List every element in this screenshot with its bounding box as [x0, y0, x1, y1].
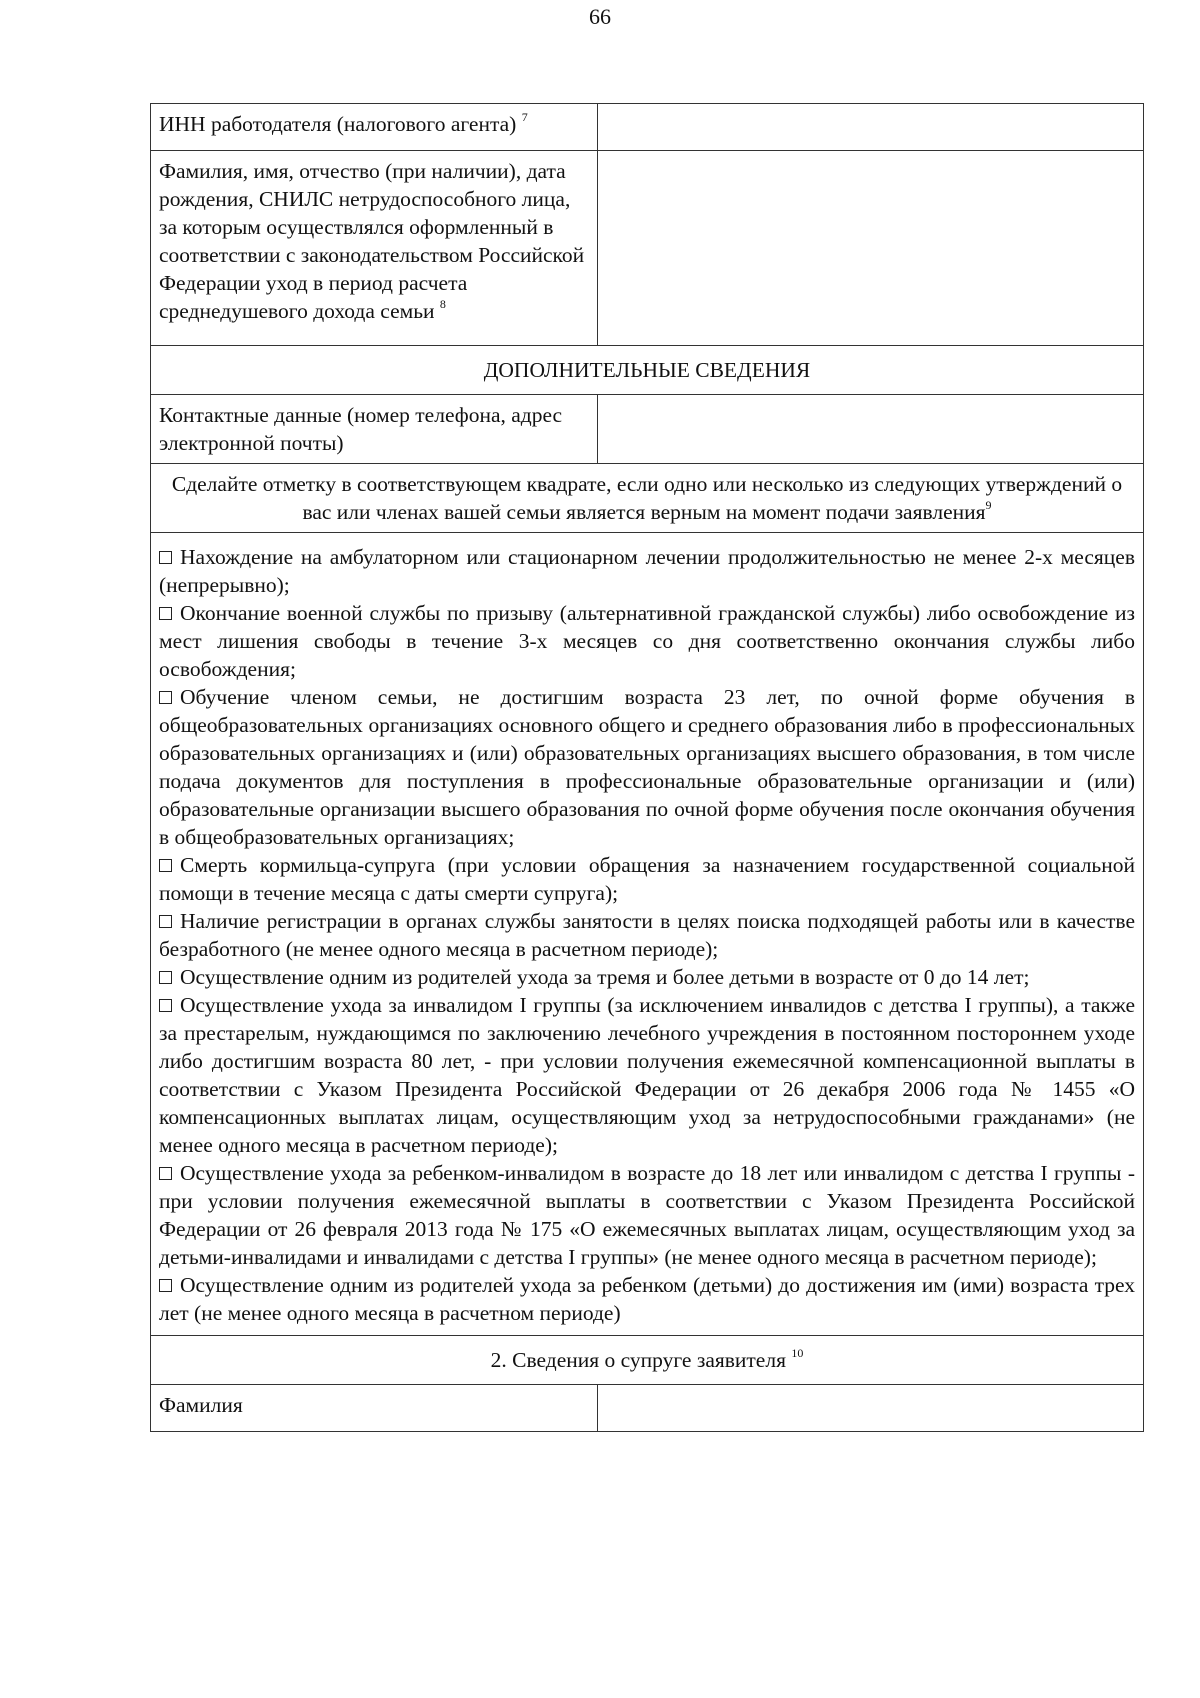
- inn-row: [151, 104, 1144, 151]
- footnote-ref-8: 8: [439, 297, 446, 311]
- footnote-ref-7: 7: [521, 110, 528, 124]
- option-item: [159, 851, 1135, 907]
- checkbox[interactable]: [159, 1279, 172, 1292]
- disabled-care-label: Фамилия, имя, отчество (при наличии), дата рождения, СНИЛС нетрудоспособного лица, за которым осуществлялся оформленный в соответствии с законодательством Российской Федерации уход в период расчета среднедушевого дохода семьи: [159, 159, 585, 323]
- disabled-care-row: [151, 151, 1144, 346]
- option-text: Смерть кормильца-супруга (при условии обращения за назначением государственной социальной помощи в течение месяца с даты смерти супруга);: [159, 853, 1135, 905]
- inn-field[interactable]: [598, 104, 1144, 151]
- instruction-row: [151, 464, 1144, 533]
- option-item: [159, 1159, 1135, 1271]
- inn-label-cell: [151, 104, 598, 151]
- checkbox[interactable]: [159, 607, 172, 620]
- checkbox[interactable]: [159, 551, 172, 564]
- disabled-care-label-cell: [151, 151, 598, 346]
- contacts-field[interactable]: [598, 395, 1144, 464]
- option-text: Окончание военной службы по призыву (альтернативной гражданской службы) либо освобождение из мест лишения свободы в течение 3-х месяцев со дня соответственно окончания службы либо освобождения;: [159, 601, 1135, 681]
- option-item: [159, 907, 1135, 963]
- options-cell: [151, 533, 1144, 1336]
- application-form-table: [150, 103, 1144, 1432]
- option-text: Осуществление ухода за инвалидом I группы (за исключением инвалидов с детства I группы), а также за престарелым, нуждающимся по заключению лечебного учреждения в постоянном постороннем уходе либо достигшим возраста 80 лет, - при условии получения ежемесячной компенсационной выплаты в соответствии с Указом Президента Российской Федерации от 26 декабря 2006 года № 1455 «О компенсационных выплатах лицам, осуществляющим уход за нетрудоспособными гражданами» (не менее одного месяца в расчетном периоде);: [159, 993, 1135, 1157]
- checkbox[interactable]: [159, 915, 172, 928]
- option-item: [159, 963, 1135, 991]
- additional-info-header: ДОПОЛНИТЕЛЬНЫЕ СВЕДЕНИЯ: [151, 346, 1144, 395]
- option-item: [159, 991, 1135, 1159]
- contacts-label: Контактные данные (номер телефона, адрес электронной почты): [151, 395, 598, 464]
- surname-field[interactable]: [598, 1385, 1144, 1432]
- checkbox[interactable]: [159, 971, 172, 984]
- page-number: 66: [589, 4, 611, 29]
- additional-info-header-row: [151, 346, 1144, 395]
- checkbox[interactable]: [159, 691, 172, 704]
- option-item: [159, 1271, 1135, 1327]
- option-item: [159, 599, 1135, 683]
- footnote-ref-10: 10: [791, 1346, 804, 1360]
- option-text: Осуществление одним из родителей ухода за тремя и более детьми в возрасте от 0 до 14 лет;: [180, 965, 1030, 989]
- disabled-care-field[interactable]: [598, 151, 1144, 346]
- checkbox[interactable]: [159, 859, 172, 872]
- option-text: Наличие регистрации в органах службы занятости в целях поиска подходящей работы или в качестве безработного (не менее одного месяца в расчетном периоде);: [159, 909, 1135, 961]
- contacts-row: [151, 395, 1144, 464]
- spouse-header-cell: [151, 1336, 1144, 1385]
- instruction-cell: [151, 464, 1144, 533]
- footnote-ref-9: 9: [985, 498, 992, 512]
- spouse-header-row: [151, 1336, 1144, 1385]
- checkbox[interactable]: [159, 1167, 172, 1180]
- option-item: [159, 683, 1135, 851]
- instruction-text: Сделайте отметку в соответствующем квадрате, если одно или несколько из следующих утверждений о вас или членах вашей семьи является верным на момент подачи заявления: [171, 472, 1123, 524]
- option-text: Осуществление одним из родителей ухода за ребенком (детьми) до достижения им (ими) возраста трех лет (не менее одного месяца в расчетном периоде): [159, 1273, 1135, 1325]
- option-item: [159, 543, 1135, 599]
- option-text: Обучение членом семьи, не достигшим возраста 23 лет, по очной форме обучения в общеобразовательных организациях основного общего и среднего образования либо в профессиональных образовательных организациях и (или) образовательных организациях высшего образования, в том числе подача документов для поступления в профессиональные образовательные организации и (или) образовательные организации высшего образования по очной форме обучения после окончания обучения в общеобразовательных организациях;: [159, 685, 1135, 849]
- checkbox[interactable]: [159, 999, 172, 1012]
- option-text: Нахождение на амбулаторном или стационарном лечении продолжительностью не менее 2-х месяцев (непрерывно);: [159, 545, 1135, 597]
- spouse-header: 2. Сведения о супруге заявителя: [490, 1348, 786, 1372]
- option-text: Осуществление ухода за ребенком-инвалидом в возрасте до 18 лет или инвалидом с детства I группы - при условии получения ежемесячной выплаты в соответствии с Указом Президента Российской Федерации от 26 февраля 2013 года № 175 «О ежемесячных выплатах лицам, осуществляющим уход за детьми-инвалидами и инвалидами с детства I группы» (не менее одного месяца в расчетном периоде);: [159, 1161, 1135, 1269]
- inn-label: ИНН работодателя (налогового агента): [159, 112, 517, 136]
- surname-row: [151, 1385, 1144, 1432]
- surname-label: Фамилия: [151, 1385, 598, 1432]
- options-row: [151, 533, 1144, 1336]
